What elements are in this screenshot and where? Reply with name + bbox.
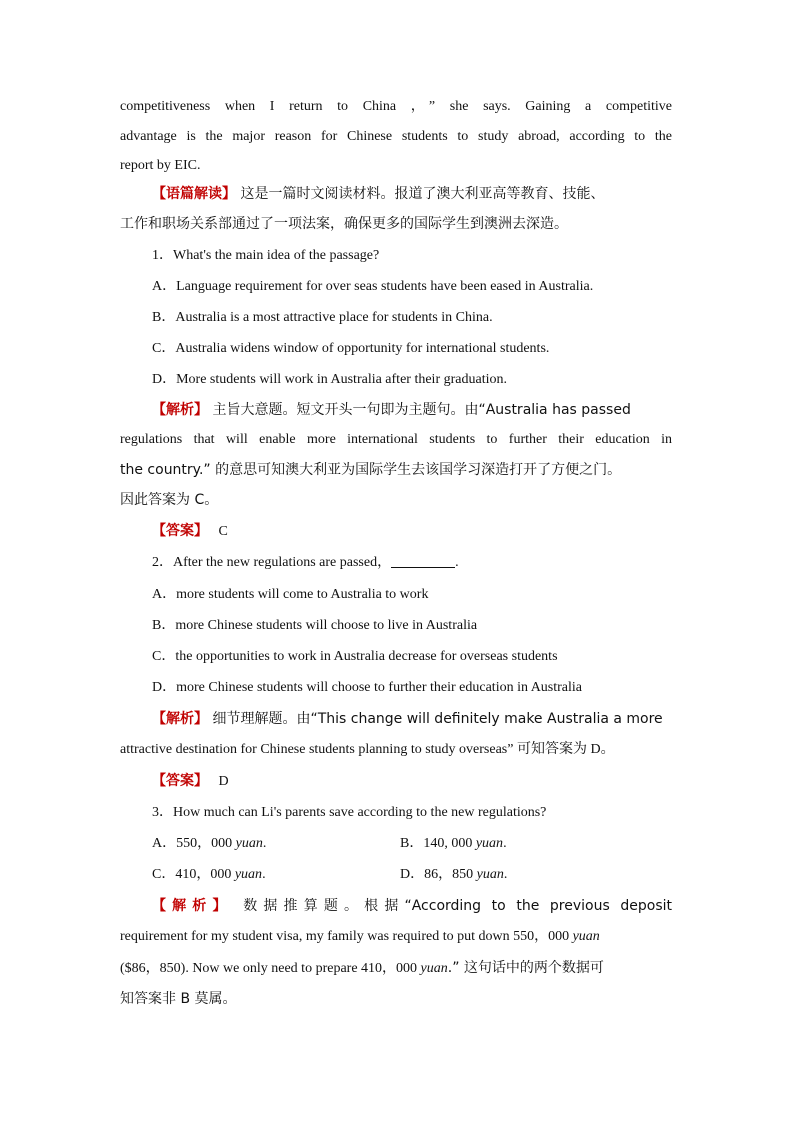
q2-stem-end: . — [455, 555, 459, 570]
q1-option-a: A．Language requirement for over seas students have been eased in Australia. — [152, 279, 594, 294]
q3-option-c: C．410，000 yuan. — [152, 867, 266, 882]
q1-answer-tag: 【答案】 — [152, 523, 208, 539]
q3-explanation-4: 知答案非 B 莫属。 — [120, 991, 237, 1007]
q1-stem: 1．What's the main idea of the passage? — [152, 248, 380, 263]
q3-option-a: A．550，000 yuan. — [152, 836, 267, 851]
q2-option-b: B．more Chinese students will choose to live in Australia — [152, 618, 478, 633]
q3-explanation-2: requirement for my student visa, my family was required to put down 550，000 yuan — [120, 929, 600, 944]
q2-explanation-1 — [152, 709, 672, 730]
q1-option-b: B．Australia is a most attractive place for students in China. — [152, 310, 493, 325]
reading-text-2: 工作和职场关系部通过了一项法案，确保更多的国际学生到澳洲去深造。 — [120, 216, 568, 232]
q2-blank — [391, 553, 455, 568]
q1-answer-value: C — [218, 524, 228, 539]
q1-explanation-4: 因此答案为 C。 — [120, 492, 219, 508]
q3-option-d: D．86，850 yuan. — [400, 867, 508, 882]
q1-explanation-text-1: 主旨大意题。短文开头一句即为主题句。由“Australia has passed — [208, 402, 631, 418]
q1-option-c: C．Australia widens window of opportunity for international students. — [152, 341, 550, 356]
q2-explanation-text-1: 细节理解题。由“This change will definitely make Australia a more — [208, 711, 663, 727]
q2-answer-value: D — [218, 774, 229, 789]
q1-answer — [152, 521, 672, 542]
q1-explanation-tag: 【解析】 — [152, 402, 208, 418]
q2-answer-tag: 【答案】 — [152, 773, 208, 789]
q2-option-c: C．the opportunities to work in Australia decrease for overseas students — [152, 649, 558, 664]
reading-tag: 【语篇解读】 — [152, 186, 236, 202]
passage-line-2: advantage is the major reason for Chinese students to study abroad, according to the — [120, 129, 672, 144]
q2-explanation-tag: 【解析】 — [152, 711, 208, 727]
q1-option-d: D．More students will work in Australia after their graduation. — [152, 372, 507, 387]
q2-stem — [152, 553, 672, 573]
q3-option-b: B．140, 000 yuan. — [400, 836, 507, 851]
q2-stem-text: 2．After the new regulations are passed， — [152, 555, 392, 570]
q3-stem: 3．How much can Li's parents save according to the new regulations? — [152, 805, 547, 820]
q1-explanation-3: the country.” 的意思可知澳大利亚为国际学生去该国学习深造打开了方便之门。 — [120, 462, 622, 478]
q3-explanation-1 — [152, 896, 672, 917]
q1-explanation-1 — [152, 400, 672, 421]
passage-line-3: report by EIC. — [120, 158, 201, 173]
q3-explanation-text-1: 数据推算题。根据“According to the previous deposit — [232, 898, 672, 914]
q2-explanation-2: attractive destination for Chinese students planning to study overseas” 可知答案为 D。 — [120, 742, 615, 757]
q3-explanation-tag: 【解析】 — [152, 898, 233, 914]
q3-explanation-3: ($86，850). Now we only need to prepare 410，000 yuan.” 这句话中的两个数据可 — [120, 960, 604, 976]
reading-interpretation — [152, 184, 672, 205]
q2-option-a: A．more students will come to Australia to work — [152, 587, 429, 602]
q2-option-d: D．more Chinese students will choose to further their education in Australia — [152, 680, 583, 695]
reading-text-1: 这是一篇时文阅读材料。报道了澳大利亚高等教育、技能、 — [236, 186, 605, 202]
passage-line-1: competitiveness when I return to China ，” she says. Gaining a competitive — [120, 99, 672, 114]
q1-explanation-2: regulations that will enable more international students to further their education in — [120, 432, 672, 447]
q2-answer — [152, 771, 672, 792]
